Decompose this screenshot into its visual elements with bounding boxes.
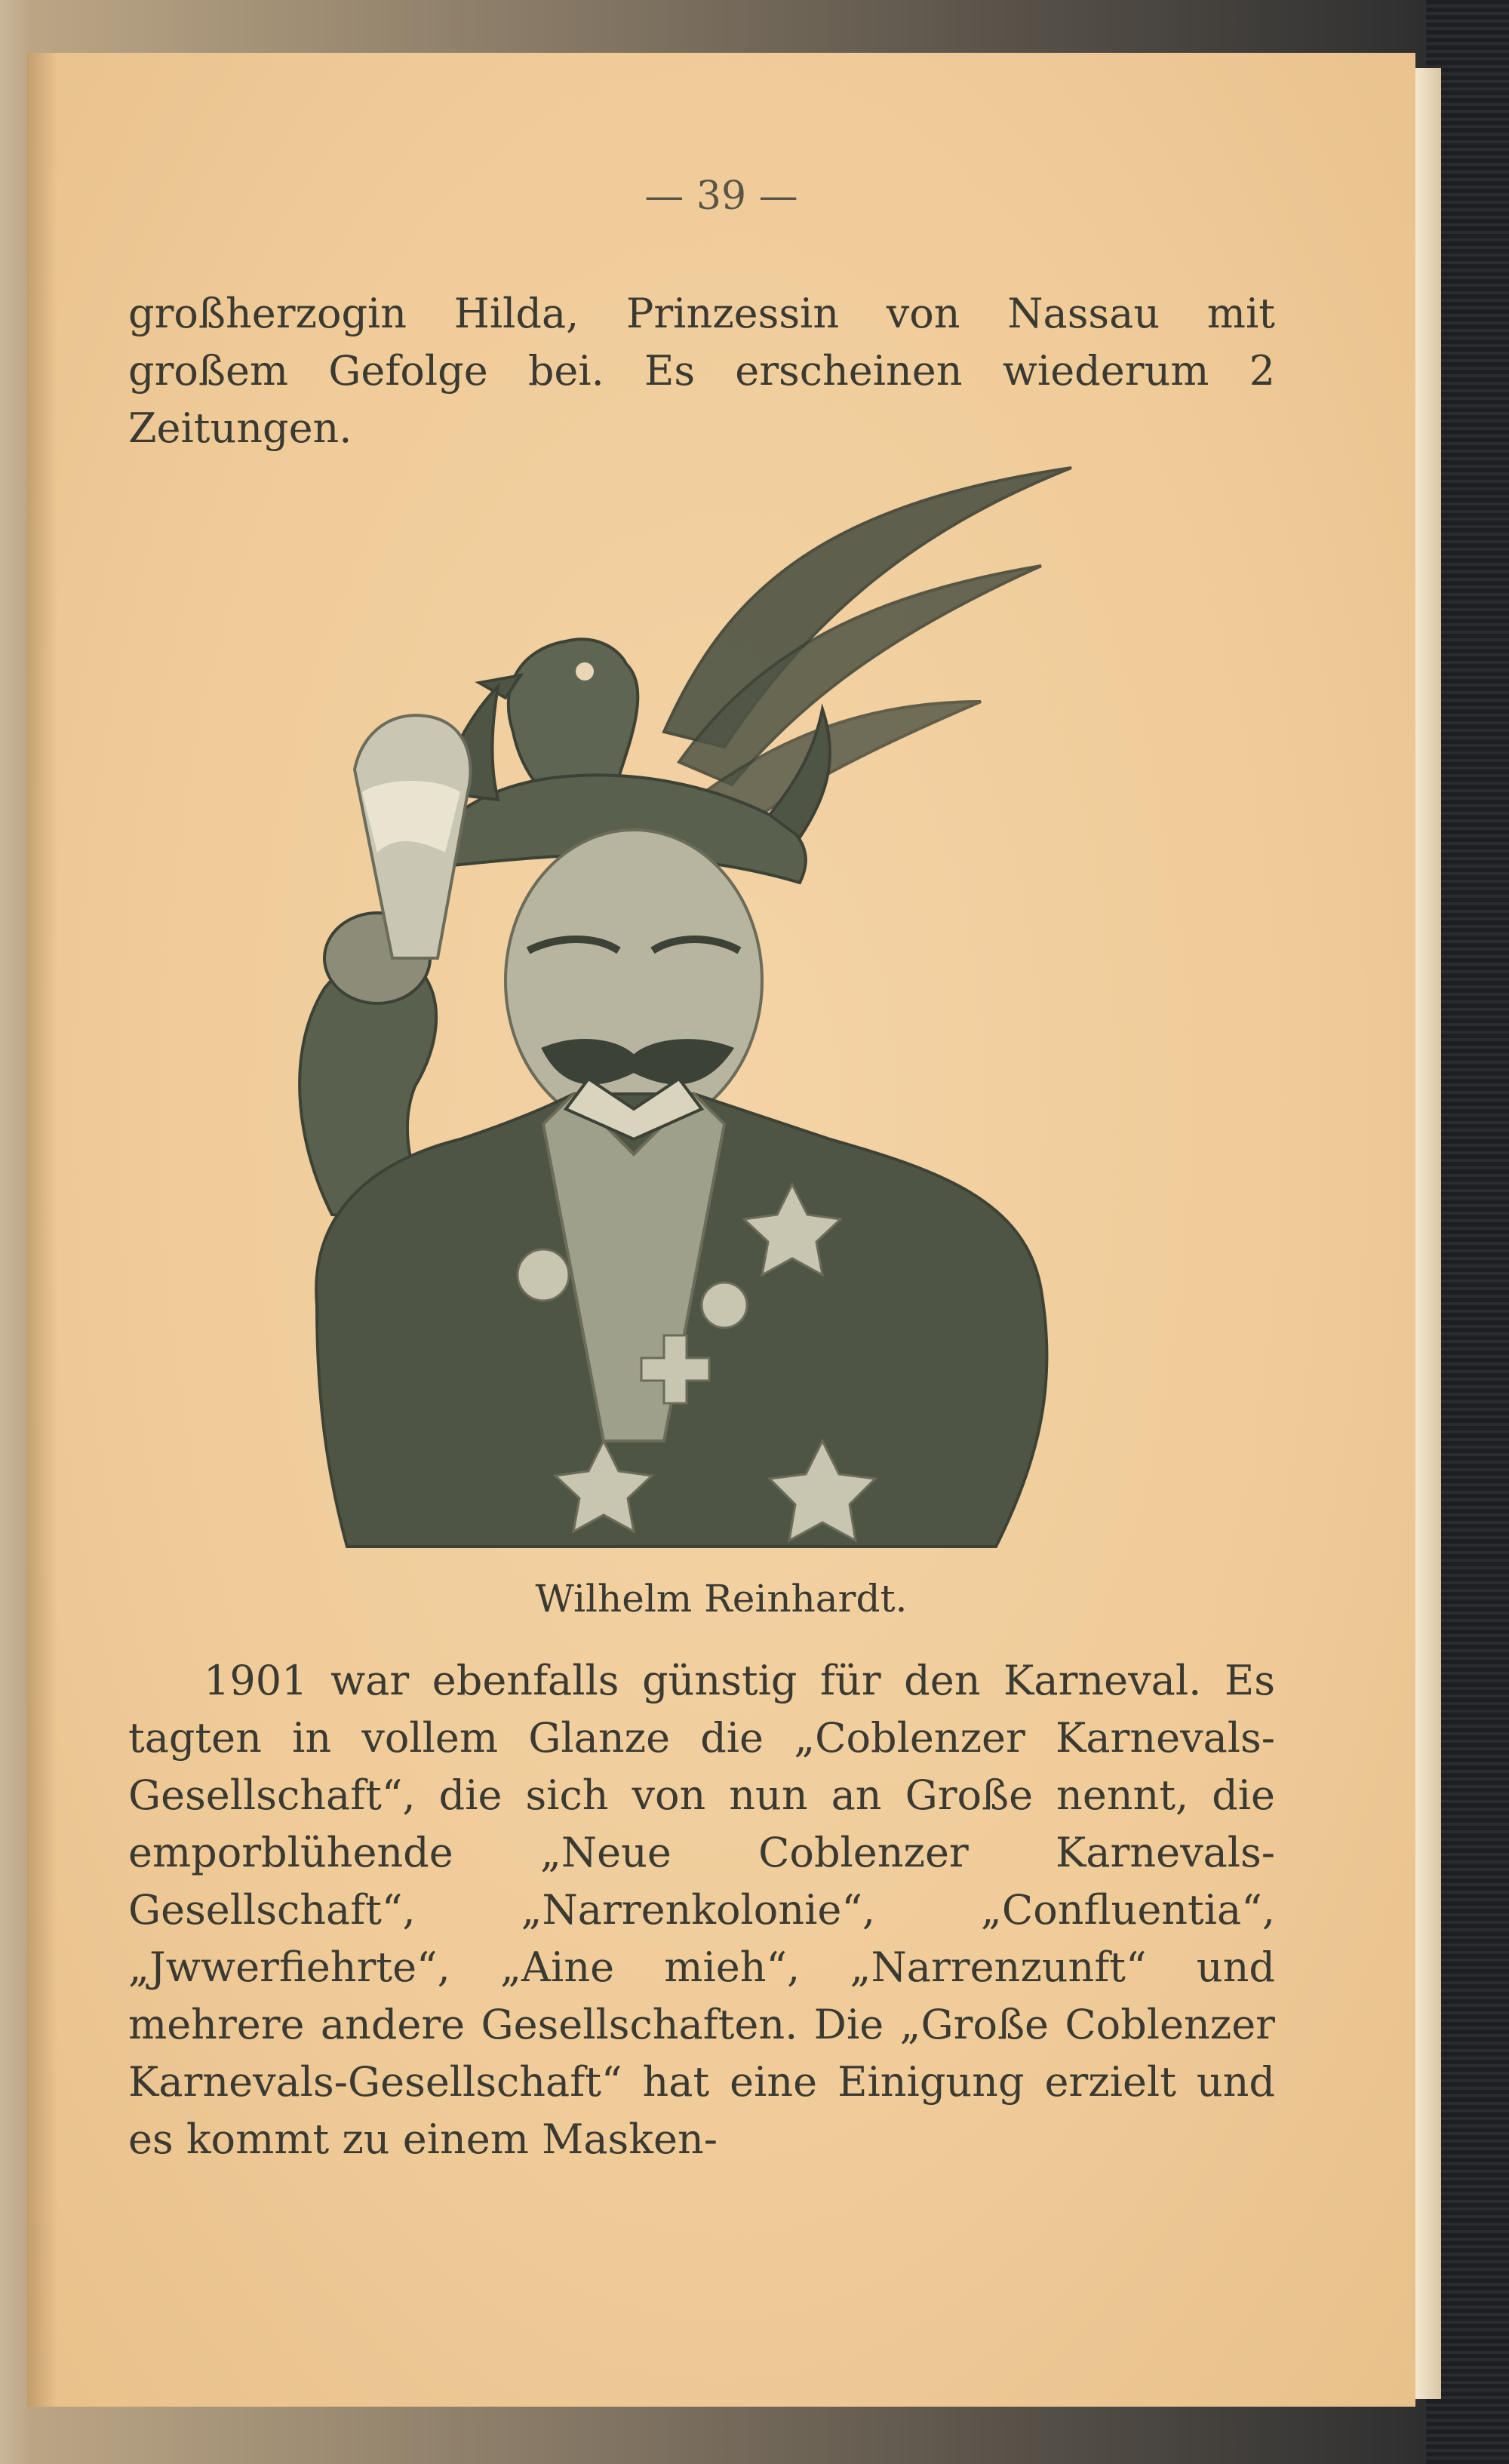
paragraph-top: großherzogin Hilda, Prinzessin von Nassau mit großem Gefolge bei. Es erscheinen wiederum 2 Zeitungen.: [128, 290, 1275, 452]
portrait-illustration: [241, 460, 1086, 1577]
figure-caption: Wilhelm Reinhardt.: [535, 1577, 908, 1621]
page-gutter-shadow: [27, 53, 57, 2407]
page-number: — 39 —: [644, 174, 798, 219]
paragraph-main: 1901 war ebenfalls günstig für den Karneval. Es tagten in vollem Glanze die „Coblenzer Karnevals-Gesellschaft“, die sich von nun an Große nennt, die emporblühende „Neue Coblenzer Karnevals-Gesellschaft“, „Narrenkolonie“, „Confluentia“, „Jwwerfiehrte“, „Aine mieh“, „Narrenzunft“ und mehrere andere Gesellschaften. Die „Große Coblenzer Karnevals-Gesellschaft“ hat eine Einigung erzielt und es kommt zu einem Masken-: [128, 1657, 1275, 2163]
